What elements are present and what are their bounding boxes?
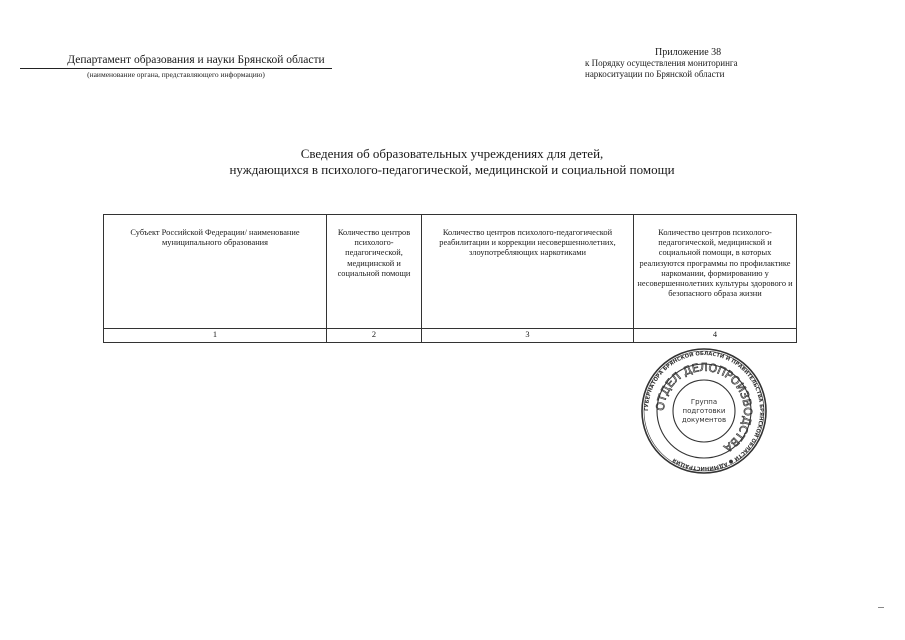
stamp-center-line3: документов <box>681 416 727 424</box>
stamp-ring-textpath: ОТДЕЛ ДЕЛОПРОИЗВОДСТВА <box>653 360 755 455</box>
document-title <box>160 146 744 178</box>
header-rehab-centers <box>422 215 634 329</box>
header-rehab-centers-text: Количество центров психолого-педагогической реабилитации и коррекции несовершеннолетних, злоупотребляющих наркотиками <box>439 228 616 258</box>
organization-block <box>20 54 332 80</box>
appendix-note <box>585 47 785 79</box>
header-prevention-centers-text: Количество центров психолого-педагогической, медицинской и социальной помощи, в которых реализуются программы по профилактике наркомании, формированию у несовершеннолетних культуры здорового и безопасного образа жизни <box>637 228 793 299</box>
appendix-reference-cont: наркоситуации по Брянской области <box>585 68 725 79</box>
organization-caption: (наименование органа, представляющего информацию) <box>87 70 265 79</box>
stamp-center-line2: подготовки <box>682 407 726 415</box>
stamp-center-line1: Группа <box>690 398 718 406</box>
header-pmss-centers <box>327 215 422 329</box>
data-table <box>103 214 797 343</box>
stamp-seal-icon <box>640 347 768 475</box>
stamp-center <box>682 398 726 424</box>
index-cell-3: 3 <box>422 329 634 343</box>
appendix-reference: к Порядку осуществления мониторинга <box>585 58 738 68</box>
page-edge-mark <box>878 607 884 608</box>
index-cell-2: 2 <box>327 329 422 343</box>
office-stamp <box>640 347 768 475</box>
index-cell-1: 1 <box>104 329 327 343</box>
table-header-row <box>104 215 797 329</box>
header-subject <box>104 215 327 329</box>
header-subject-text: Субъект Российской Федерации/ наименование муниципального образования <box>130 228 300 248</box>
stamp-outer-textpath: ГУБЕРНАТОРА БРЯНСКОЙ ОБЛАСТИ И ПРАВИТЕЛЬСТВА БРЯНСКОЙ ОБЛАСТИ ● АДМИНИСТРАЦИЯ <box>643 350 765 472</box>
header-pmss-centers-text: Количество центров психолого-педагогической, медицинской и социальной помощи <box>337 228 411 278</box>
document-title-line2: нуждающихся в психолого-педагогической, медицинской и социальной помощи <box>229 162 675 177</box>
organization-name-line <box>20 54 332 69</box>
document-title-line1: Сведения об образовательных учреждениях для детей, <box>300 146 604 161</box>
organization-name: Департамент образования и науки Брянской области <box>67 54 325 66</box>
index-cell-4: 4 <box>634 329 797 343</box>
appendix-number: Приложение 38 <box>655 47 722 58</box>
table-index-row <box>104 329 797 343</box>
header-prevention-centers <box>634 215 797 329</box>
